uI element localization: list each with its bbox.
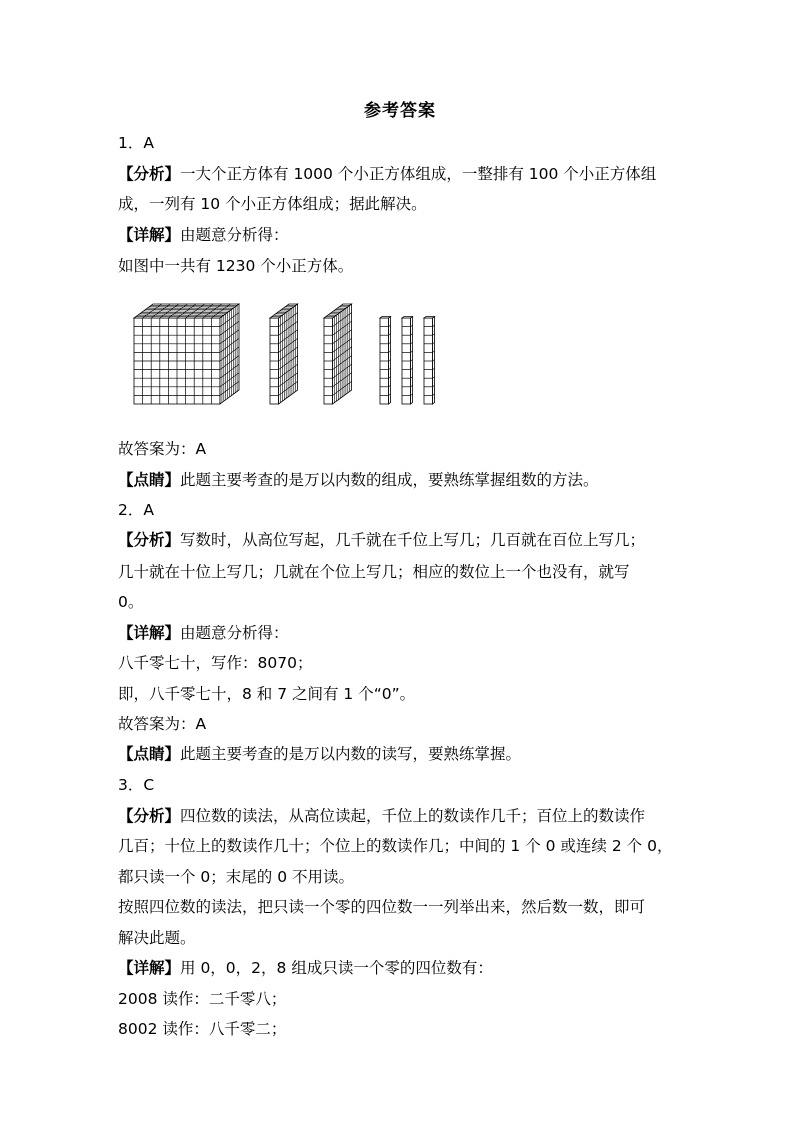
ten-rod — [424, 317, 435, 404]
q3-detail-line-2: 2008 读作：二千零八； — [118, 990, 287, 1008]
q3-detail-line — [118, 956, 493, 978]
q2-analysis-line — [118, 528, 645, 550]
q2-detail-line-3: 即，八千零七十，8 和 7 之间有 1 个“0”。 — [118, 685, 416, 703]
q2-number: 2．A — [118, 501, 154, 519]
analysis-text: 写数时，从高位写起，几千就在千位上写几；几百就在百位上写几； — [180, 531, 646, 549]
blocks-group — [134, 304, 435, 404]
hundred-flat — [324, 304, 352, 404]
detail-tag: 【详解】 — [118, 959, 181, 977]
q3-analysis-line-4: 按照四位数的读法，把只读一个零的四位数一一列举出来，然后数一数，即可 — [118, 898, 646, 916]
q3-analysis-line-3: 都只读一个 0；末尾的 0 不用读。 — [118, 868, 355, 886]
base-ten-blocks-figure — [130, 292, 450, 410]
comment-text: 此题主要考查的是万以内数的读写，要熟练掌握。 — [180, 745, 522, 763]
detail-tag: 【详解】 — [118, 624, 181, 642]
q2-detail-line-2: 八千零七十，写作：8070； — [118, 654, 313, 672]
q2-analysis-line-3: 0。 — [118, 593, 144, 611]
ten-rod — [402, 317, 413, 404]
q1-analysis-line-2: 成，一列有 10 个小正方体组成；据此解决。 — [118, 195, 427, 213]
page-title: 参考答案 — [364, 101, 436, 121]
q2-comment-line — [118, 742, 521, 764]
q1-detail-line — [118, 223, 289, 245]
analysis-tag: 【分析】 — [118, 807, 181, 825]
analysis-tag: 【分析】 — [118, 165, 181, 183]
comment-text: 此题主要考查的是万以内数的组成，要熟练掌握组数的方法。 — [180, 471, 599, 489]
q2-analysis-line-2: 几十就在十位上写几；几就在个位上写几；相应的数位上一个也没有，就写 — [118, 563, 630, 581]
q1-analysis-line — [118, 162, 656, 184]
hundred-flat — [270, 304, 298, 404]
q3-number: 3．C — [118, 776, 155, 794]
detail-text: 用 0，0，2，8 组成只读一个零的四位数有： — [180, 959, 493, 977]
q3-analysis-line-2: 几百；十位上的数读作几十；个位上的数读作几；中间的 1 个 0 或连续 2 个 0， — [118, 837, 673, 855]
q1-detail-line-2: 如图中一共有 1230 个小正方体。 — [118, 257, 354, 275]
analysis-text: 四位数的读法，从高位读起，千位上的数读作几千；百位上的数读作 — [180, 807, 646, 825]
q1-answer: 故答案为：A — [118, 440, 207, 458]
analysis-tag: 【分析】 — [118, 531, 181, 549]
q1-comment-line — [118, 468, 599, 490]
detail-text: 由题意分析得： — [180, 226, 289, 244]
comment-tag: 【点睛】 — [118, 471, 181, 489]
ten-rod — [380, 317, 391, 404]
q3-analysis-line-5: 解决此题。 — [118, 929, 196, 947]
q3-detail-line-3: 8002 读作：八千零二； — [118, 1020, 287, 1038]
q2-detail-line — [118, 621, 289, 643]
q2-answer: 故答案为：A — [118, 715, 207, 733]
q3-analysis-line — [118, 804, 645, 826]
q1-number: 1．A — [118, 134, 154, 152]
detail-text: 由题意分析得： — [180, 624, 289, 642]
analysis-text: 一大个正方体有 1000 个小正方体组成，一整排有 100 个小正方体组 — [180, 165, 657, 183]
thousand-cube — [134, 304, 239, 404]
comment-tag: 【点睛】 — [118, 745, 181, 763]
detail-tag: 【详解】 — [118, 226, 181, 244]
